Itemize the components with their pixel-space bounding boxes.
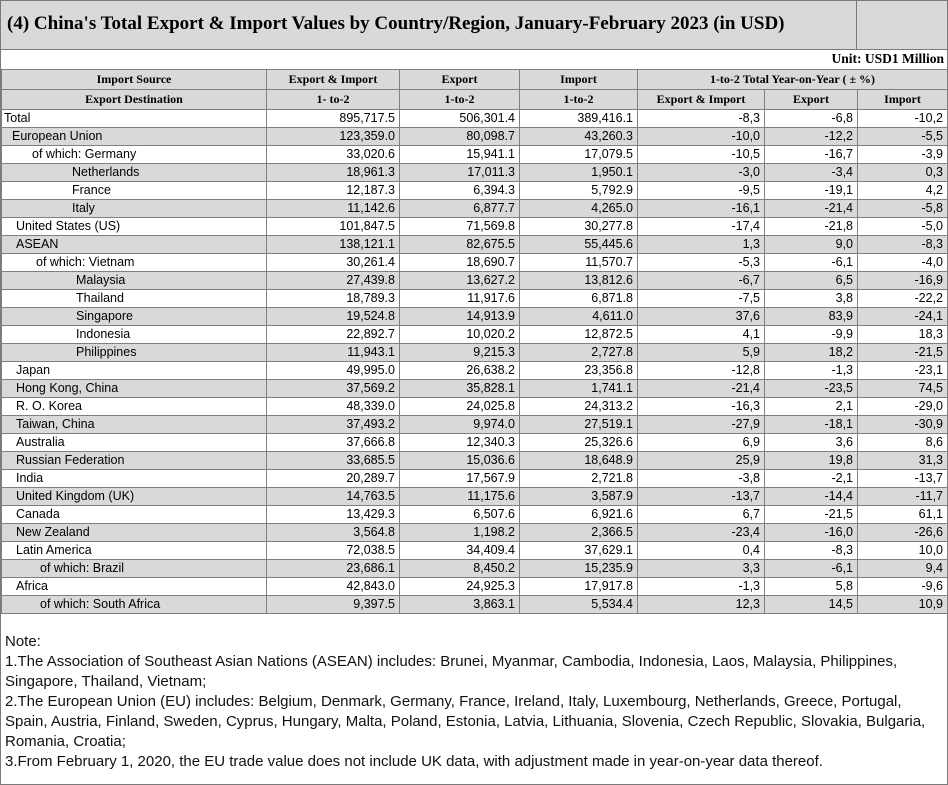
- ei-value: 23,686.1: [267, 560, 400, 578]
- table-row: [2, 110, 948, 128]
- row-name: Japan: [2, 362, 267, 380]
- yoy-export-value: -6,8: [765, 110, 858, 128]
- import-value: 18,648.9: [520, 452, 638, 470]
- col-ei-header: Export & Import: [267, 70, 400, 90]
- export-value: 14,913.9: [400, 308, 520, 326]
- yoy-import-value: -10,2: [858, 110, 948, 128]
- table-row: [2, 380, 948, 398]
- table-header: [2, 70, 948, 110]
- table-row: [2, 200, 948, 218]
- header-row-top: [2, 70, 948, 90]
- note-uk: 3.From February 1, 2020, the EU trade value does not include UK data, with adjustment made in year-on-year data thereof.: [5, 753, 823, 770]
- notes-section: [5, 632, 941, 772]
- yoy-export-value: -6,1: [765, 254, 858, 272]
- table-row: [2, 416, 948, 434]
- import-value: 37,629.1: [520, 542, 638, 560]
- col-ei-period: 1- to-2: [267, 90, 400, 110]
- yoy-import-value: -3,9: [858, 146, 948, 164]
- note-eu: 2.The European Union (EU) includes: Belgium, Denmark, Germany, France, Ireland, Italy, Luxembourg, Netherlands, Greece, Portugal, Spain, Austria, Finland, Sweden, Cyprus, Hungary, Malta, Poland, Estonia, Latvia, Lithuania, Slovenia, Czech Republic, Slovakia, Bulgaria, Romania, Croatia;: [5, 693, 926, 750]
- table-row: [2, 560, 948, 578]
- yoy-ei-value: 6,9: [638, 434, 765, 452]
- yoy-import-value: -16,9: [858, 272, 948, 290]
- yoy-export-value: 83,9: [765, 308, 858, 326]
- table-row: [2, 542, 948, 560]
- yoy-import-value: -13,7: [858, 470, 948, 488]
- yoy-export-value: -9,9: [765, 326, 858, 344]
- table-row: [2, 506, 948, 524]
- ei-value: 895,717.5: [267, 110, 400, 128]
- col-import-header: Import: [520, 70, 638, 90]
- yoy-ei-value: -8,3: [638, 110, 765, 128]
- import-value: 11,570.7: [520, 254, 638, 272]
- yoy-export-value: -12,2: [765, 128, 858, 146]
- ei-value: 37,569.2: [267, 380, 400, 398]
- ei-value: 19,524.8: [267, 308, 400, 326]
- export-value: 9,974.0: [400, 416, 520, 434]
- ei-value: 13,429.3: [267, 506, 400, 524]
- yoy-import-value: 0,3: [858, 164, 948, 182]
- export-value: 8,450.2: [400, 560, 520, 578]
- yoy-export-value: -2,1: [765, 470, 858, 488]
- table-row: [2, 596, 948, 614]
- yoy-ei-value: 37,6: [638, 308, 765, 326]
- yoy-ei-value: -13,7: [638, 488, 765, 506]
- row-name: Italy: [2, 200, 267, 218]
- row-name: Total: [2, 110, 267, 128]
- ei-value: 11,943.1: [267, 344, 400, 362]
- yoy-export-value: 9,0: [765, 236, 858, 254]
- yoy-ei-value: -23,4: [638, 524, 765, 542]
- ei-value: 27,439.8: [267, 272, 400, 290]
- import-value: 12,872.5: [520, 326, 638, 344]
- ei-value: 33,685.5: [267, 452, 400, 470]
- yoy-import-value: 4,2: [858, 182, 948, 200]
- yoy-import-value: 10,9: [858, 596, 948, 614]
- col-import-period: 1-to-2: [520, 90, 638, 110]
- yoy-export-value: 6,5: [765, 272, 858, 290]
- export-value: 6,394.3: [400, 182, 520, 200]
- import-value: 23,356.8: [520, 362, 638, 380]
- table-row: [2, 236, 948, 254]
- row-name: Thailand: [2, 290, 267, 308]
- yoy-import-value: -5,8: [858, 200, 948, 218]
- import-value: 6,871.8: [520, 290, 638, 308]
- table-row: [2, 434, 948, 452]
- export-value: 6,877.7: [400, 200, 520, 218]
- table-row: [2, 578, 948, 596]
- row-name: Australia: [2, 434, 267, 452]
- export-value: 11,175.6: [400, 488, 520, 506]
- yoy-export-value: -21,8: [765, 218, 858, 236]
- ei-value: 101,847.5: [267, 218, 400, 236]
- yoy-import-value: -4,0: [858, 254, 948, 272]
- yoy-ei-value: -6,7: [638, 272, 765, 290]
- col-yoy-ei-header: Export & Import: [638, 90, 765, 110]
- export-value: 24,925.3: [400, 578, 520, 596]
- title-row: [1, 1, 947, 50]
- yoy-ei-value: -17,4: [638, 218, 765, 236]
- yoy-export-value: 3,8: [765, 290, 858, 308]
- col-yoy-import-header: Import: [858, 90, 948, 110]
- yoy-import-value: -5,0: [858, 218, 948, 236]
- export-value: 506,301.4: [400, 110, 520, 128]
- table-body: [2, 110, 948, 614]
- export-value: 34,409.4: [400, 542, 520, 560]
- ei-value: 123,359.0: [267, 128, 400, 146]
- export-value: 24,025.8: [400, 398, 520, 416]
- import-value: 15,235.9: [520, 560, 638, 578]
- yoy-export-value: -16,7: [765, 146, 858, 164]
- export-value: 80,098.7: [400, 128, 520, 146]
- row-name: Canada: [2, 506, 267, 524]
- yoy-import-value: 74,5: [858, 380, 948, 398]
- table-row: [2, 308, 948, 326]
- import-value: 1,741.1: [520, 380, 638, 398]
- yoy-ei-value: 25,9: [638, 452, 765, 470]
- yoy-ei-value: -3,0: [638, 164, 765, 182]
- export-value: 17,011.3: [400, 164, 520, 182]
- yoy-export-value: -1,3: [765, 362, 858, 380]
- row-name: ASEAN: [2, 236, 267, 254]
- yoy-import-value: 8,6: [858, 434, 948, 452]
- ei-value: 30,261.4: [267, 254, 400, 272]
- table-row: [2, 326, 948, 344]
- import-value: 30,277.8: [520, 218, 638, 236]
- import-value: 13,812.6: [520, 272, 638, 290]
- export-value: 26,638.2: [400, 362, 520, 380]
- ei-value: 18,789.3: [267, 290, 400, 308]
- ei-value: 14,763.5: [267, 488, 400, 506]
- yoy-import-value: 9,4: [858, 560, 948, 578]
- export-value: 3,863.1: [400, 596, 520, 614]
- import-value: 4,611.0: [520, 308, 638, 326]
- export-value: 13,627.2: [400, 272, 520, 290]
- import-value: 5,534.4: [520, 596, 638, 614]
- yoy-import-value: -22,2: [858, 290, 948, 308]
- ei-value: 20,289.7: [267, 470, 400, 488]
- yoy-ei-value: 3,3: [638, 560, 765, 578]
- ei-value: 12,187.3: [267, 182, 400, 200]
- ei-value: 72,038.5: [267, 542, 400, 560]
- row-name: Latin America: [2, 542, 267, 560]
- ei-value: 33,020.6: [267, 146, 400, 164]
- yoy-ei-value: -21,4: [638, 380, 765, 398]
- yoy-ei-value: -10,0: [638, 128, 765, 146]
- table-row: [2, 488, 948, 506]
- export-value: 6,507.6: [400, 506, 520, 524]
- yoy-ei-value: -10,5: [638, 146, 765, 164]
- import-value: 24,313.2: [520, 398, 638, 416]
- yoy-import-value: -11,7: [858, 488, 948, 506]
- trade-table: [1, 69, 948, 614]
- export-value: 15,941.1: [400, 146, 520, 164]
- yoy-ei-value: 0,4: [638, 542, 765, 560]
- yoy-ei-value: 6,7: [638, 506, 765, 524]
- table-row: [2, 182, 948, 200]
- import-value: 6,921.6: [520, 506, 638, 524]
- yoy-ei-value: 12,3: [638, 596, 765, 614]
- ei-value: 9,397.5: [267, 596, 400, 614]
- export-value: 71,569.8: [400, 218, 520, 236]
- row-name: Malaysia: [2, 272, 267, 290]
- table-row: [2, 524, 948, 542]
- yoy-ei-value: -27,9: [638, 416, 765, 434]
- col-export-period: 1-to-2: [400, 90, 520, 110]
- table-row: [2, 290, 948, 308]
- table-row: [2, 254, 948, 272]
- yoy-ei-value: -5,3: [638, 254, 765, 272]
- export-value: 35,828.1: [400, 380, 520, 398]
- ei-value: 11,142.6: [267, 200, 400, 218]
- yoy-export-value: 3,6: [765, 434, 858, 452]
- row-name: Russian Federation: [2, 452, 267, 470]
- yoy-import-value: -23,1: [858, 362, 948, 380]
- export-value: 1,198.2: [400, 524, 520, 542]
- sheet-title: (4) China's Total Export & Import Values by Country/Region, January-February 2023 (in USD): [7, 13, 785, 34]
- col-destination-header: Export Destination: [2, 90, 267, 110]
- ei-value: 48,339.0: [267, 398, 400, 416]
- yoy-export-value: 2,1: [765, 398, 858, 416]
- table-row: [2, 146, 948, 164]
- yoy-export-value: -19,1: [765, 182, 858, 200]
- row-name: United Kingdom (UK): [2, 488, 267, 506]
- yoy-import-value: -5,5: [858, 128, 948, 146]
- yoy-export-value: -16,0: [765, 524, 858, 542]
- yoy-export-value: -14,4: [765, 488, 858, 506]
- col-source-header: Import Source: [2, 70, 267, 90]
- row-name: of which: Vietnam: [2, 254, 267, 272]
- row-name: of which: South Africa: [2, 596, 267, 614]
- yoy-import-value: -9,6: [858, 578, 948, 596]
- row-name: Taiwan, China: [2, 416, 267, 434]
- ei-value: 18,961.3: [267, 164, 400, 182]
- yoy-import-value: -24,1: [858, 308, 948, 326]
- row-name: Africa: [2, 578, 267, 596]
- row-name: France: [2, 182, 267, 200]
- ei-value: 22,892.7: [267, 326, 400, 344]
- yoy-ei-value: -12,8: [638, 362, 765, 380]
- ei-value: 49,995.0: [267, 362, 400, 380]
- ei-value: 3,564.8: [267, 524, 400, 542]
- row-name: Netherlands: [2, 164, 267, 182]
- import-value: 55,445.6: [520, 236, 638, 254]
- import-value: 25,326.6: [520, 434, 638, 452]
- yoy-import-value: -29,0: [858, 398, 948, 416]
- export-value: 17,567.9: [400, 470, 520, 488]
- yoy-export-value: -21,5: [765, 506, 858, 524]
- yoy-export-value: 14,5: [765, 596, 858, 614]
- table-row: [2, 398, 948, 416]
- yoy-export-value: -3,4: [765, 164, 858, 182]
- table-row: [2, 128, 948, 146]
- col-export-header: Export: [400, 70, 520, 90]
- import-value: 5,792.9: [520, 182, 638, 200]
- row-name: Indonesia: [2, 326, 267, 344]
- ei-value: 138,121.1: [267, 236, 400, 254]
- export-value: 11,917.6: [400, 290, 520, 308]
- table-row: [2, 218, 948, 236]
- export-value: 15,036.6: [400, 452, 520, 470]
- yoy-ei-value: 1,3: [638, 236, 765, 254]
- row-name: Philippines: [2, 344, 267, 362]
- yoy-export-value: -18,1: [765, 416, 858, 434]
- import-value: 389,416.1: [520, 110, 638, 128]
- import-value: 1,950.1: [520, 164, 638, 182]
- table-row: [2, 272, 948, 290]
- row-name: Singapore: [2, 308, 267, 326]
- yoy-ei-value: -7,5: [638, 290, 765, 308]
- row-name: Hong Kong, China: [2, 380, 267, 398]
- yoy-ei-value: -9,5: [638, 182, 765, 200]
- notes-heading: Note:: [5, 633, 41, 650]
- yoy-export-value: -23,5: [765, 380, 858, 398]
- yoy-export-value: -8,3: [765, 542, 858, 560]
- import-value: 27,519.1: [520, 416, 638, 434]
- row-name: New Zealand: [2, 524, 267, 542]
- row-name: of which: Germany: [2, 146, 267, 164]
- yoy-export-value: 19,8: [765, 452, 858, 470]
- import-value: 43,260.3: [520, 128, 638, 146]
- col-yoy-export-header: Export: [765, 90, 858, 110]
- yoy-ei-value: -1,3: [638, 578, 765, 596]
- import-value: 2,721.8: [520, 470, 638, 488]
- import-value: 4,265.0: [520, 200, 638, 218]
- yoy-import-value: 31,3: [858, 452, 948, 470]
- ei-value: 37,666.8: [267, 434, 400, 452]
- yoy-export-value: -21,4: [765, 200, 858, 218]
- import-value: 2,727.8: [520, 344, 638, 362]
- ei-value: 37,493.2: [267, 416, 400, 434]
- table-row: [2, 452, 948, 470]
- table-row: [2, 344, 948, 362]
- import-value: 17,079.5: [520, 146, 638, 164]
- export-value: 82,675.5: [400, 236, 520, 254]
- export-value: 12,340.3: [400, 434, 520, 452]
- yoy-ei-value: -3,8: [638, 470, 765, 488]
- import-value: 3,587.9: [520, 488, 638, 506]
- table-row: [2, 470, 948, 488]
- table-row: [2, 164, 948, 182]
- yoy-ei-value: -16,3: [638, 398, 765, 416]
- export-value: 9,215.3: [400, 344, 520, 362]
- yoy-ei-value: 5,9: [638, 344, 765, 362]
- yoy-export-value: 18,2: [765, 344, 858, 362]
- import-value: 17,917.8: [520, 578, 638, 596]
- yoy-ei-value: 4,1: [638, 326, 765, 344]
- note-asean: 1.The Association of Southeast Asian Nations (ASEAN) includes: Brunei, Myanmar, Cambodia, Indonesia, Laos, Malaysia, Philippines, Singapore, Thailand, Vietnam;: [5, 653, 898, 690]
- row-name: R. O. Korea: [2, 398, 267, 416]
- header-row-bottom: [2, 90, 948, 110]
- import-value: 2,366.5: [520, 524, 638, 542]
- row-name: of which: Brazil: [2, 560, 267, 578]
- yoy-import-value: -21,5: [858, 344, 948, 362]
- export-value: 10,020.2: [400, 326, 520, 344]
- yoy-import-value: -8,3: [858, 236, 948, 254]
- row-name: India: [2, 470, 267, 488]
- export-value: 18,690.7: [400, 254, 520, 272]
- yoy-import-value: 10,0: [858, 542, 948, 560]
- unit-label: Unit: USD1 Million: [831, 51, 944, 66]
- ei-value: 42,843.0: [267, 578, 400, 596]
- yoy-export-value: 5,8: [765, 578, 858, 596]
- yoy-export-value: -6,1: [765, 560, 858, 578]
- table-row: [2, 362, 948, 380]
- col-yoy-header: 1-to-2 Total Year-on-Year ( ± %): [638, 70, 948, 90]
- yoy-import-value: -26,6: [858, 524, 948, 542]
- yoy-import-value: -30,9: [858, 416, 948, 434]
- yoy-import-value: 18,3: [858, 326, 948, 344]
- yoy-import-value: 61,1: [858, 506, 948, 524]
- title-divider: [856, 1, 857, 49]
- row-name: European Union: [2, 128, 267, 146]
- row-name: United States (US): [2, 218, 267, 236]
- yoy-ei-value: -16,1: [638, 200, 765, 218]
